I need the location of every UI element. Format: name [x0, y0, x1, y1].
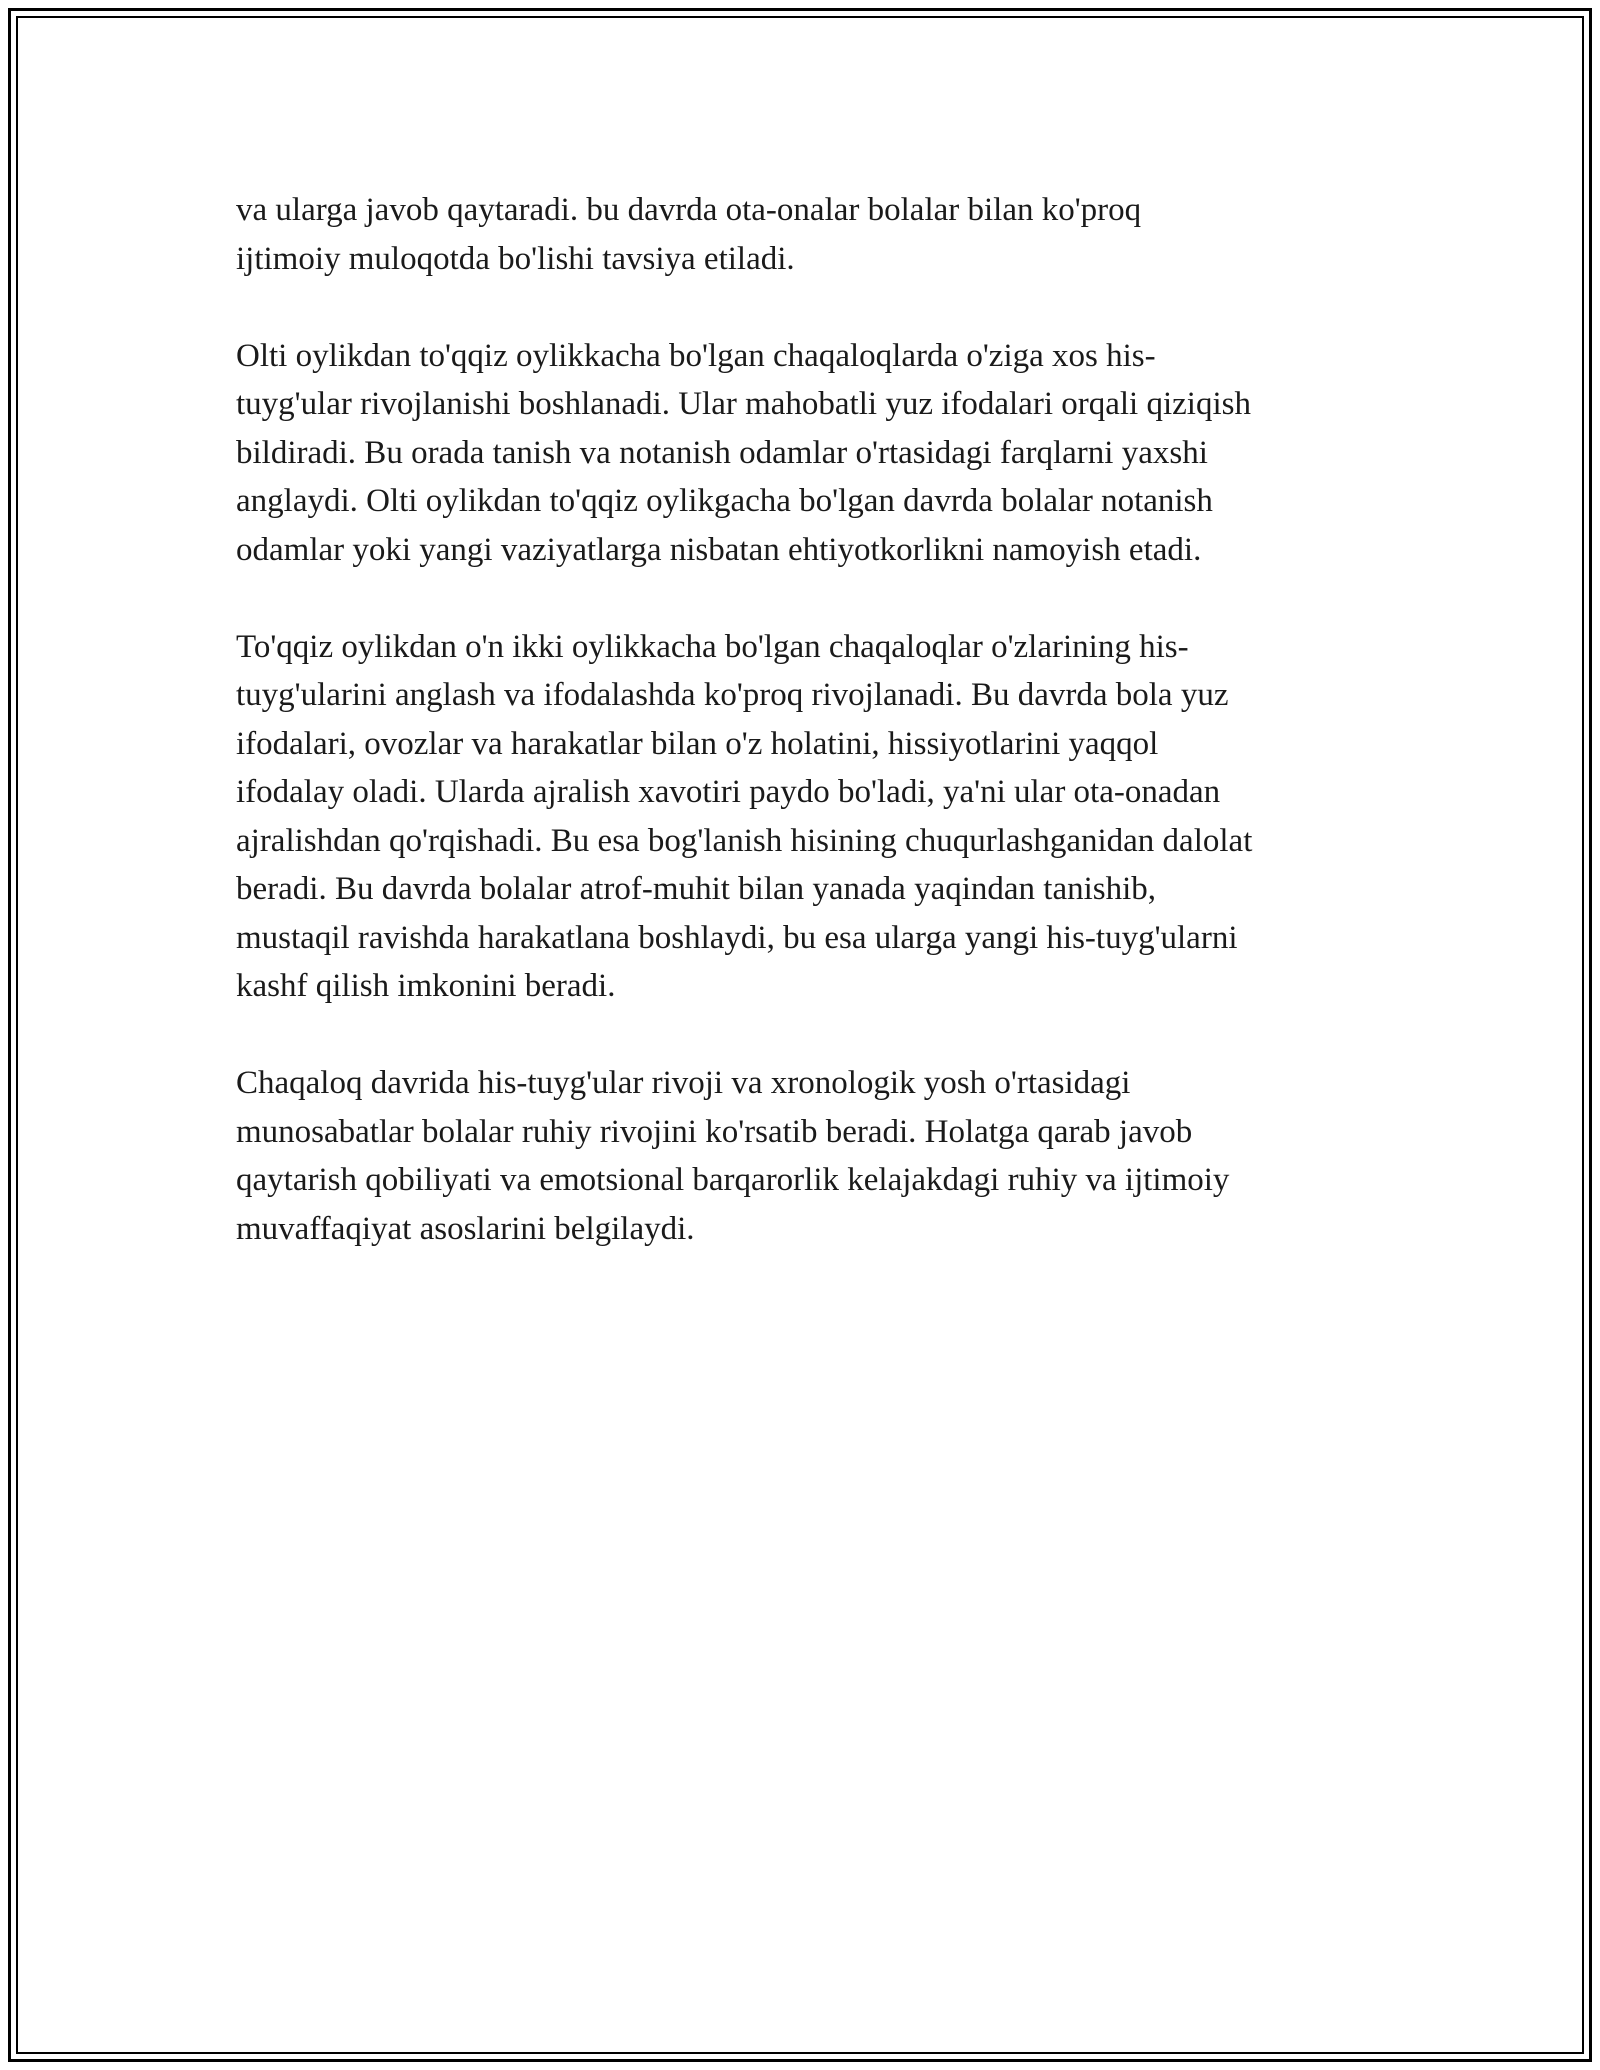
paragraph-4: Chaqaloq davrida his-tuyg'ular rivoji va xronologik yosh o'rtasidagi munosabatlar bolalar ruhiy rivojini ko'rsatib beradi. Holatga qarab javob qaytarish qobiliyati va emotsional barqarorlik kelajakdagi ruhiy va ijtimoiy muvaffaqiyat asoslarini belgilaydi. — [236, 1065, 1230, 1247]
paragraph-1: va ularga javob qaytaradi. bu davrda ota-onalar bolalar bilan ko'proq ijtimoiy muloqotda bo'lishi tavsiya etiladi. — [236, 192, 1142, 277]
paragraph-3: To'qqiz oylikdan o'n ikki oylikkacha bo'lgan chaqaloqlar o'zlarining his- tuyg'ularini anglash va ifodalashda ko'proq rivojlanadi. Bu davrda bola yuz ifodalari, ovozlar va harakatlar bilan o'z holatini, hissiyotlarini yaqqol ifodalay oladi. Ularda ajralish xavotiri paydo bo'ladi, ya'ni ular ota-onadan ajralishdan qo'rqishadi. Bu esa bog'lanish hisining chuqurlashganidan dalolat beradi. Bu davrda bolalar atrof-muhit bilan yanada yaqindan tanishib, mustaqil ravishda harakatlana boshlaydi, bu esa ularga yangi his-tuyg'ularni kashf qilish imkonini beradi. — [236, 628, 1253, 1004]
paragraph-2: Olti oylikdan to'qqiz oylikkacha bo'lgan chaqaloqlarda o'ziga xos his- tuyg'ular rivojlanishi boshlanadi. Ular mahobatli yuz ifodalari orqali qiziqish bildiradi. Bu orada tanish va notanish odamlar o'rtasidagi farqlarni yaxshi anglaydi. Olti oylikdan to'qqiz oylikgacha bo'lgan davrda bolalar notanish odamlar yoki yangi vaziyatlarga nisbatan ehtiyotkorlikni namoyish etadi. — [236, 337, 1251, 568]
document-body — [236, 186, 1386, 1253]
